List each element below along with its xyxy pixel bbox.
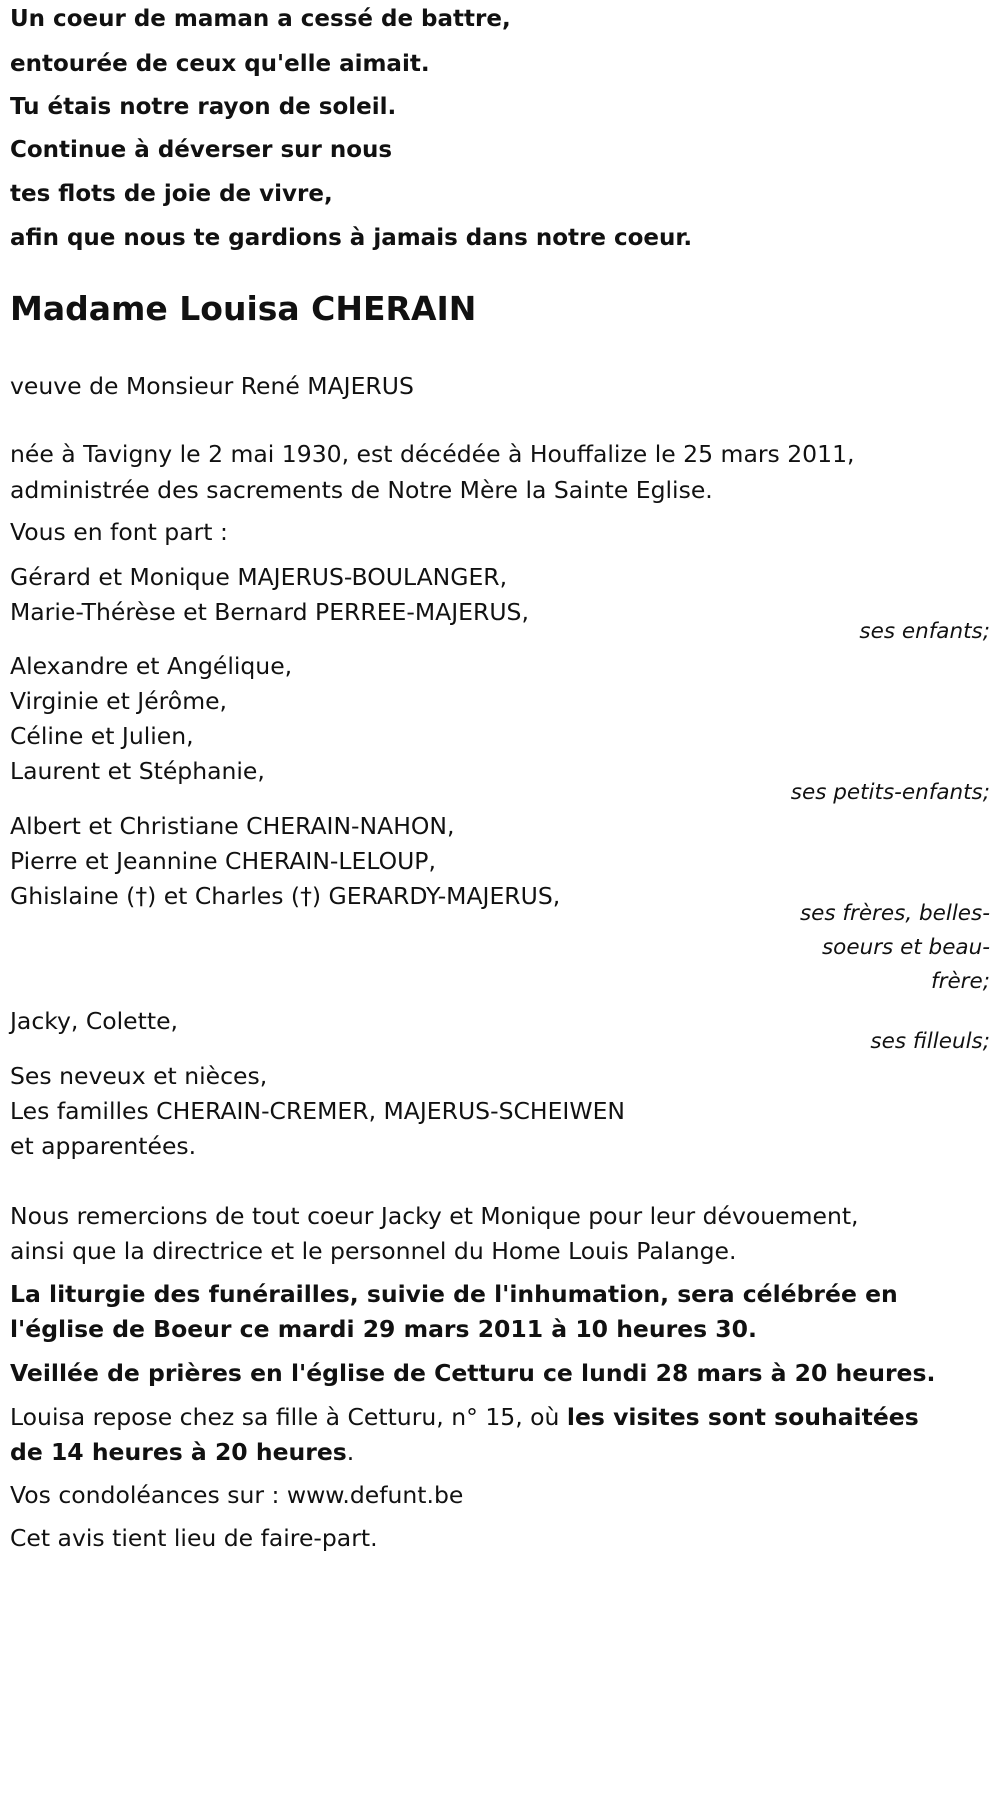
family-name-line: Laurent et Stéphanie, — [10, 757, 265, 785]
funeral-line: l'église de Boeur ce mardi 29 mars 2011 à 10 heures 30. — [10, 1315, 757, 1343]
family-name-line: Albert et Christiane CHERAIN-NAHON, — [10, 812, 455, 840]
family-name-line: et apparentées. — [10, 1132, 197, 1160]
notice-line: Cet avis tient lieu de faire-part. — [10, 1524, 378, 1552]
relation-label: ses petits-enfants; — [790, 780, 990, 805]
widow-line: veuve de Monsieur René MAJERUS — [10, 372, 414, 400]
thanks-line: ainsi que la directrice et le personnel du Home Louis Palange. — [10, 1237, 737, 1265]
condolences-line: Vos condoléances sur : www.defunt.be — [10, 1481, 464, 1509]
rest-line — [10, 1438, 354, 1466]
family-name-line: Pierre et Jeannine CHERAIN-LELOUP, — [10, 847, 436, 875]
family-name-line: Jacky, Colette, — [10, 1007, 178, 1035]
relation-label: ses frères, belles-soeurs et beau-frère; — [799, 901, 990, 994]
poem-line: Continue à déverser sur nous — [10, 137, 393, 163]
poem-line: Un coeur de maman a cessé de battre, — [10, 6, 511, 32]
poem-line: tes flots de joie de vivre, — [10, 181, 333, 207]
poem-line: entourée de ceux qu'elle aimait. — [10, 51, 430, 77]
family-name-line: Ses neveux et nièces, — [10, 1062, 268, 1090]
rest-text: Louisa repose chez sa fille à Cetturu, n° 15, où — [10, 1403, 567, 1431]
rest-end: . — [346, 1438, 355, 1466]
deceased-name: Madame Louisa CHERAIN — [10, 289, 477, 328]
family-name-line: Alexandre et Angélique, — [10, 652, 293, 680]
poem-line: Tu étais notre rayon de soleil. — [10, 94, 397, 120]
family-name-line: Ghislaine (†) et Charles (†) GERARDY-MAJERUS, — [10, 882, 561, 910]
announce-line: Vous en font part : — [10, 518, 228, 546]
funeral-line: La liturgie des funérailles, suivie de l'inhumation, sera célébrée en — [10, 1280, 898, 1308]
relation-label: ses enfants; — [859, 619, 990, 644]
vigil-line: Veillée de prières en l'église de Cetturu ce lundi 28 mars à 20 heures. — [10, 1359, 936, 1387]
family-name-line: Virginie et Jérôme, — [10, 687, 228, 715]
birth-death-line: née à Tavigny le 2 mai 1930, est décédée à Houffalize le 25 mars 2011, — [10, 440, 855, 468]
family-name-line: Les familles CHERAIN-CREMER, MAJERUS-SCHEIWEN — [10, 1097, 626, 1125]
family-name-line: Gérard et Monique MAJERUS-BOULANGER, — [10, 563, 508, 591]
relation-label: ses filleuls; — [870, 1029, 990, 1054]
poem-line: afin que nous te gardions à jamais dans notre coeur. — [10, 225, 693, 251]
family-name-line: Céline et Julien, — [10, 722, 194, 750]
family-name-line: Marie-Thérèse et Bernard PERREE-MAJERUS, — [10, 598, 529, 626]
thanks-line: Nous remercions de tout coeur Jacky et Monique pour leur dévouement, — [10, 1202, 859, 1230]
visits-hours: de 14 heures à 20 heures — [10, 1438, 347, 1466]
birth-death-line: administrée des sacrements de Notre Mère la Sainte Eglise. — [10, 476, 713, 504]
visits-text: les visites sont souhaitées — [566, 1403, 919, 1431]
rest-line — [10, 1403, 919, 1431]
